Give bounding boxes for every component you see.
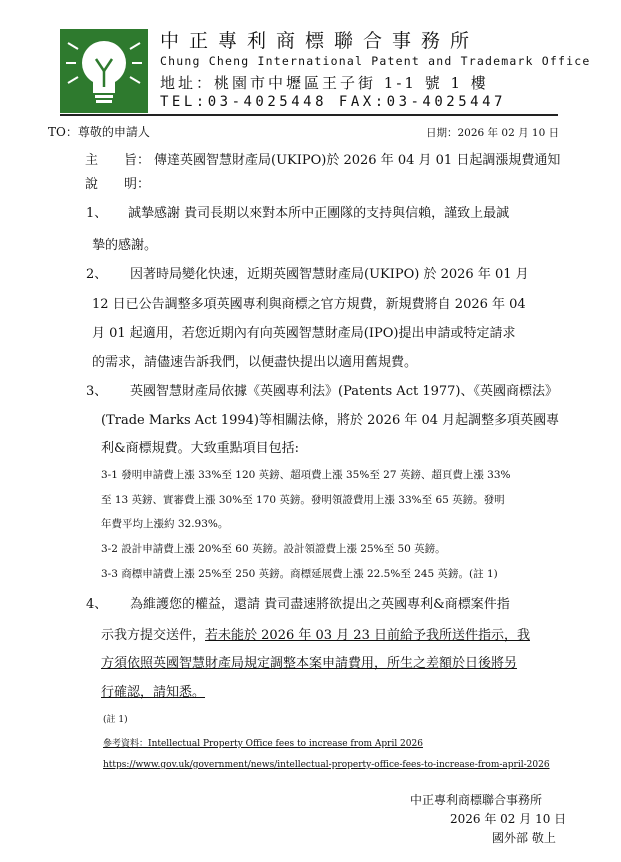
lightbulb-logo-icon xyxy=(60,29,148,113)
item-4-line: 為維護您的權益，還請 貴司盡速將欲提出之英國專利&商標案件指 xyxy=(130,597,510,612)
subitem-3-1-line: 3-1 發明申請費上漲 33%至 120 英鎊、超項費上漲 35%至 27 英鎊、超頁費上漲 33% xyxy=(101,469,511,481)
letter-date: 日期：2026 年 02 月 10 日 xyxy=(426,127,560,139)
subitem-3-2: 3-2 設計申請費上漲 20%至 60 英鎊。設計領證費上漲 25%至 50 英鎊。 xyxy=(101,543,446,555)
item-3-line: (Trade Marks Act 1994)等相關法條，將於 2026 年 04 月起調整多項英國專 xyxy=(101,413,560,428)
item-2-line: 的需求，請儘速告訴我們，以便盡快提出以適用舊規費。 xyxy=(92,355,418,370)
recipient: TO：尊敬的申請人 xyxy=(48,125,150,139)
item-1-line: 誠摯感謝 貴司長期以來對本所中正團隊的支持與信賴，謹致上最誠 xyxy=(128,206,510,221)
subitem-3-1-line: 年費平均上漲約 32.93%。 xyxy=(101,518,229,530)
item-3-line: 英國智慧財產局依據《英國專利法》(Patents Act 1977)、《英國商標法》 xyxy=(130,384,558,399)
signature-department: 國外部 敬上 xyxy=(492,831,556,845)
reference-label: 參考資料： xyxy=(103,739,149,749)
item-2-line: 因著時局變化快速，近期英國智慧財產局(UKIPO) 於 2026 年 01 月 xyxy=(130,267,529,282)
item-2-line: 月 01 起適用，若您近期內有向英國智慧財產局(IPO)提出申請或特定請求 xyxy=(92,326,516,341)
firm-contact: TEL:03-4025448 FAX:03-4025447 xyxy=(160,94,506,110)
deadline-notice-line: 方須依照英國智慧財產局規定調整本案申請費用，所生之差額於日後將另 xyxy=(101,656,518,671)
header-divider xyxy=(60,114,558,116)
firm-address: 地址：桃園市中壢區王子街 1-1 號 1 樓 xyxy=(160,74,489,92)
firm-name-english: Chung Cheng International Patent and Trademark Office xyxy=(160,54,591,68)
item-3-line: 利&商標規費。大致重點項目包括: xyxy=(101,441,299,456)
item-4-line-plain: 示我方提交送件， xyxy=(101,628,206,643)
deadline-notice: 若未能於 2026 年 03 月 23 日前給予我所送件指示，我 xyxy=(205,628,530,643)
subitem-3-1-line: 至 13 英鎊、實審費上漲 30%至 170 英鎊。發明領證費用上漲 33%至 65 英鎊。發明 xyxy=(101,494,505,506)
subject-label: 主 旨： xyxy=(85,153,151,168)
reference-url[interactable]: https://www.gov.uk/government/news/intellectual-property-office-fees-to-increase-from-april-2026 xyxy=(103,760,550,770)
subject-text: 傳達英國智慧財產局(UKIPO)於 2026 年 04 月 01 日起調漲規費通知 xyxy=(154,153,561,168)
item-4-number: 4、 xyxy=(86,597,108,612)
reference xyxy=(103,736,423,749)
footnote-marker: (註 1) xyxy=(103,715,128,725)
deadline-notice-line: 行確認，請知悉。 xyxy=(101,685,206,700)
item-1-number: 1、 xyxy=(86,206,108,221)
signature-firm: 中正專利商標聯合事務所 xyxy=(410,793,543,807)
item-2-number: 2、 xyxy=(86,267,108,282)
item-1-line: 摯的感謝。 xyxy=(92,238,158,253)
item-3-number: 3、 xyxy=(86,384,108,399)
item-4-line xyxy=(101,624,530,643)
firm-name-chinese: 中正專利商標聯合事務所 xyxy=(160,30,480,52)
firm-logo xyxy=(60,29,148,113)
subitem-3-3: 3-3 商標申請費上漲 25%至 250 英鎊。商標延展費上漲 22.5%至 245 英鎊。(註 1) xyxy=(101,568,498,580)
description-label: 說 明： xyxy=(85,177,151,192)
reference-title: Intellectual Property Office fees to increase from April 2026 xyxy=(148,739,423,749)
signature-date: 2026 年 02 月 10 日 xyxy=(450,812,567,826)
item-2-line: 12 日已公告調整多項英國專利與商標之官方規費，新規費將自 2026 年 04 xyxy=(92,297,526,312)
